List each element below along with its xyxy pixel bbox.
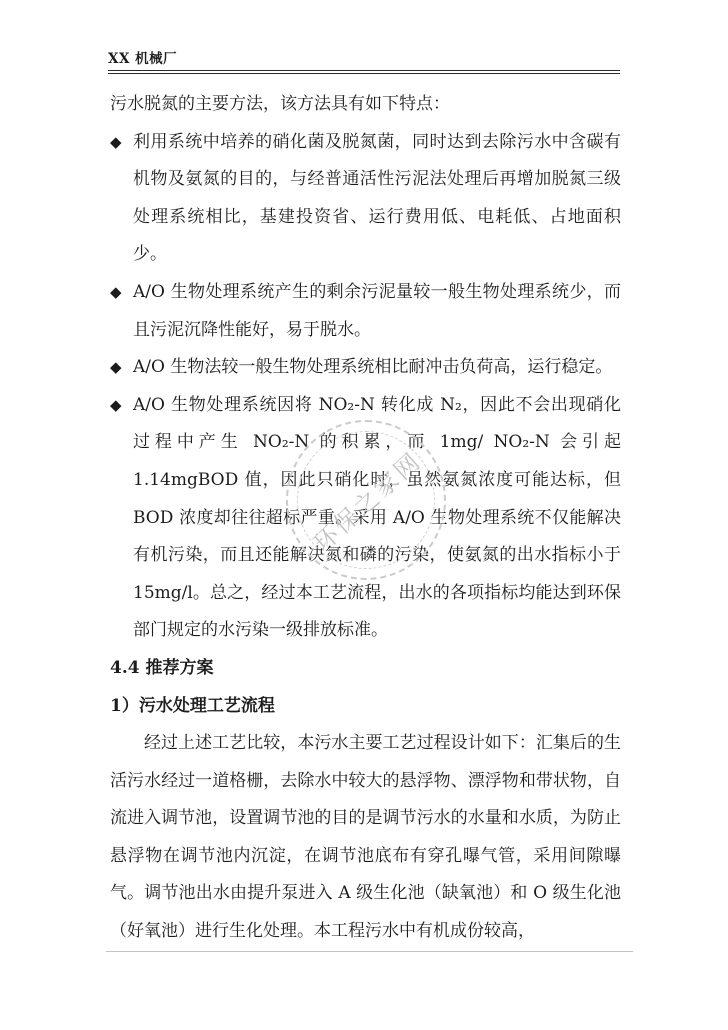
bullet-text: 利用系统中培养的硝化菌及脱氮菌，同时达到去除污水中含碳有机物及氨氮的目的，与经普通活性污泥法处理后再增加脱氮三级处理系统相比，基建投资省、运行费用低、电耗低、占地面积少。 xyxy=(133,131,621,265)
bullet-item xyxy=(110,274,621,349)
diamond-bullet-icon: ◆ xyxy=(110,395,122,414)
sub-heading: 1）污水处理工艺流程 xyxy=(110,695,275,716)
bullet-text: A/O 生物处理系统因将 NO₂-N 转化成 N₂，因此不会出现硝化过程中产生 NO₂-N 的积累，而 1mg/ NO₂-N 会引起 1.14mgBOD 值，因此只硝化时，虽然氨氮浓度可能达标，但 BOD 浓度却往往超标严重。采用 A/O 生物处理系统不仅能解决有机污染，而且还能解决氮和磷的污染，使氨氮的出水指标小于 15mg/l。总之，经过本工艺流程，出水的各项指标均能达到环保部门规定的水污染一级排放标准。 xyxy=(133,394,621,641)
bullet-text: A/O 生物处理系统产生的剩余污泥量较一般生物处理系统少，而且污泥沉降性能好，易于脱水。 xyxy=(133,281,621,340)
footer-divider xyxy=(106,951,633,952)
page-header xyxy=(108,47,620,74)
intro-line: 污水脱氮的主要方法，该方法具有如下特点： xyxy=(110,94,450,114)
diamond-bullet-icon: ◆ xyxy=(110,358,122,377)
bullet-item xyxy=(110,387,621,650)
bullet-text: A/O 生物法较一般生物处理系统相比耐冲击负荷高，运行稳定。 xyxy=(133,357,613,378)
company-name: XX 机械厂 xyxy=(108,51,178,67)
process-paragraph: 经过上述工艺比较，本污水主要工艺过程设计如下：汇集后的生活污水经过一道格栅，去除水中较大的悬浮物、漂浮物和带状物，自流进入调节池，设置调节池的目的是调节污水的水量和水质，为防止悬浮物在调节池内沉淀，在调节池底布有穿孔曝气管，采用间隙曝气。调节池出水由提升泵进入 A 级生化池（缺氧池）和 O 级生化池（好氧池）进行生化处理。本工程污水中有机成份较高， xyxy=(110,733,621,942)
watermark-text: 环保之家网 xyxy=(308,446,428,558)
diamond-bullet-icon: ◆ xyxy=(110,282,122,301)
document-body xyxy=(110,86,621,951)
diamond-bullet-icon: ◆ xyxy=(110,132,122,151)
section-heading: 4.4 推荐方案 xyxy=(110,657,214,678)
bullet-item xyxy=(110,124,621,274)
bullet-item xyxy=(110,349,621,387)
